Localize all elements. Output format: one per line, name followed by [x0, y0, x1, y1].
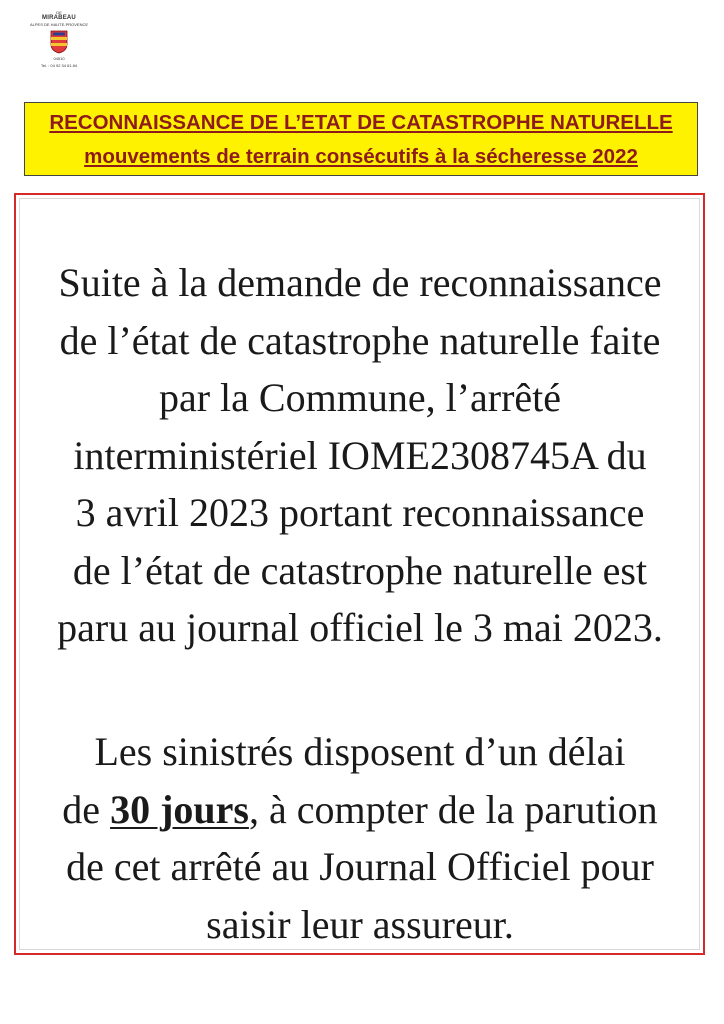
paragraph-line: par la Commune, l’arrêté — [158, 375, 562, 420]
deadline-prefix: de — [62, 786, 111, 832]
logo-postcode: 04510 — [53, 56, 65, 61]
coat-of-arms-icon — [50, 30, 68, 54]
deadline-days: 30 jours — [110, 786, 249, 832]
title-banner — [24, 102, 698, 176]
paragraph-line: 3 avril 2023 portant reconnaissance — [75, 490, 645, 535]
banner-subtitle: mouvements de terrain consécutifs à la sécheresse 2022 — [84, 145, 638, 168]
logo-region: ALPES DE HAUTE-PROVENCE — [30, 22, 89, 27]
paragraph-line: Suite à la demande de reconnaissance — [58, 260, 662, 305]
paragraph-line: saisir leur assureur. — [206, 901, 514, 947]
deadline-suffix: , à compter de la parution — [248, 786, 658, 832]
logo-prefix: DE — [56, 10, 62, 15]
paragraph-line: Les sinistrés disposent d’un délai — [94, 729, 626, 774]
paragraph-line: de l’état de catastrophe naturelle est — [72, 547, 648, 593]
logo-town-name: MIRABEAU — [42, 15, 76, 21]
logo-telephone: Tel. : 04 92 34 61 84 — [40, 63, 78, 68]
paragraph-line: de l’état de catastrophe naturelle faite — [59, 317, 661, 363]
deadline-line — [20, 781, 700, 839]
paragraph-line: de cet arrêté au Journal Officiel pour — [66, 844, 654, 889]
banner-title: RECONNAISSANCE DE L’ETAT DE CATASTROPHE NATURELLE — [49, 111, 673, 134]
paragraph-line: interministériel IOME2308745A du — [73, 432, 647, 478]
notice-paragraph-deadline — [20, 723, 700, 953]
paragraph-line: paru au journal officiel le 3 mai 2023. — [57, 605, 663, 650]
notice-paragraph-recognition — [20, 254, 700, 657]
municipality-logo — [30, 10, 88, 69]
